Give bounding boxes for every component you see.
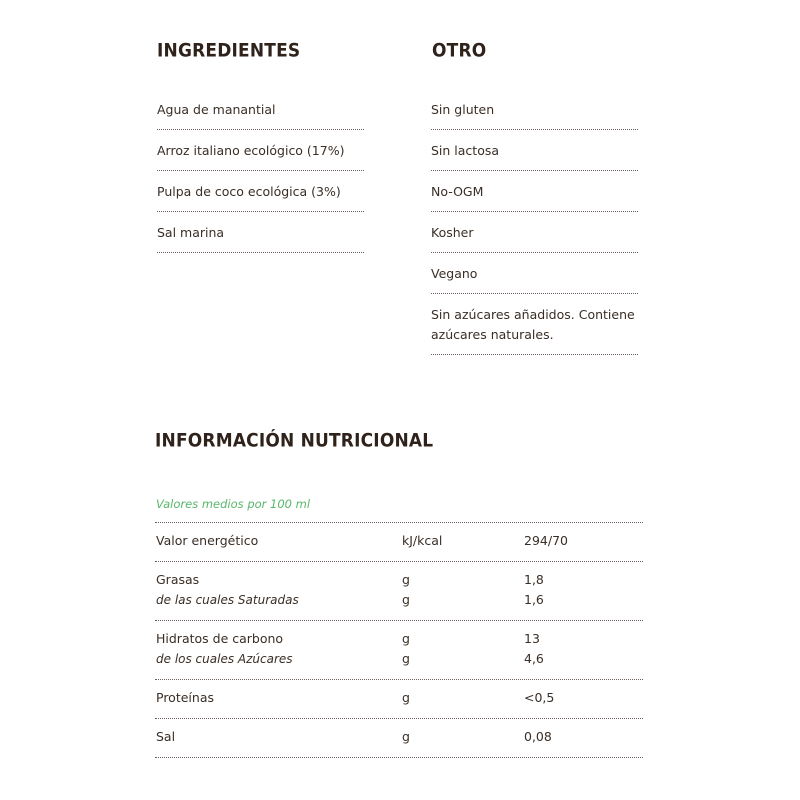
other-list: [431, 100, 638, 366]
ingredient-item: Sal marina: [157, 223, 364, 253]
nutrition-row: [155, 562, 643, 621]
nutrient-unit: g: [402, 729, 410, 744]
nutrient-label: Proteínas: [156, 690, 214, 705]
nutrient-value: 13: [524, 631, 540, 646]
nutrition-row: [155, 680, 643, 719]
other-heading: OTRO: [432, 40, 487, 62]
ingredients-heading: INGREDIENTES: [157, 40, 301, 62]
nutrition-row: [155, 621, 643, 680]
other-item: No-OGM: [431, 182, 638, 212]
nutrition-heading: INFORMACIÓN NUTRICIONAL: [155, 430, 434, 452]
nutrient-value: 1,8: [524, 572, 544, 587]
nutrient-label: Valor energético: [156, 533, 259, 548]
nutrient-sub-unit: g: [402, 592, 410, 607]
nutrition-subtitle: Valores medios por 100 ml: [155, 496, 643, 523]
nutrient-sub-value: 4,6: [524, 651, 544, 666]
nutrient-unit: kJ/kcal: [402, 533, 443, 548]
nutrient-sub-value: 1,6: [524, 592, 544, 607]
ingredients-list: [157, 100, 364, 264]
ingredient-item: Agua de manantial: [157, 100, 364, 130]
nutrient-value: 0,08: [524, 729, 552, 744]
other-item: Sin gluten: [431, 100, 638, 130]
nutrient-unit: g: [402, 631, 410, 646]
nutrient-unit: g: [402, 572, 410, 587]
nutrition-table: [155, 496, 643, 758]
nutrient-sub-label: de los cuales Azúcares: [156, 652, 293, 666]
nutrient-label: Sal: [156, 729, 176, 744]
nutrition-row: [155, 719, 643, 758]
nutrient-value: 294/70: [524, 533, 568, 548]
nutrient-value: <0,5: [524, 690, 555, 705]
nutrient-label: Hidratos de carbono: [156, 631, 284, 646]
ingredient-item: Arroz italiano ecológico (17%): [157, 141, 364, 171]
ingredient-item: Pulpa de coco ecológica (3%): [157, 182, 364, 212]
nutrient-sub-unit: g: [402, 651, 410, 666]
nutrient-label: Grasas: [156, 572, 200, 587]
nutrition-row: [155, 523, 643, 562]
other-item: Kosher: [431, 223, 638, 253]
nutrient-unit: g: [402, 690, 410, 705]
other-item: Sin azúcares añadidos. Contiene azúcares naturales.: [431, 305, 638, 355]
nutrient-sub-label: de las cuales Saturadas: [156, 593, 299, 607]
other-item: Vegano: [431, 264, 638, 294]
other-item: Sin lactosa: [431, 141, 638, 171]
